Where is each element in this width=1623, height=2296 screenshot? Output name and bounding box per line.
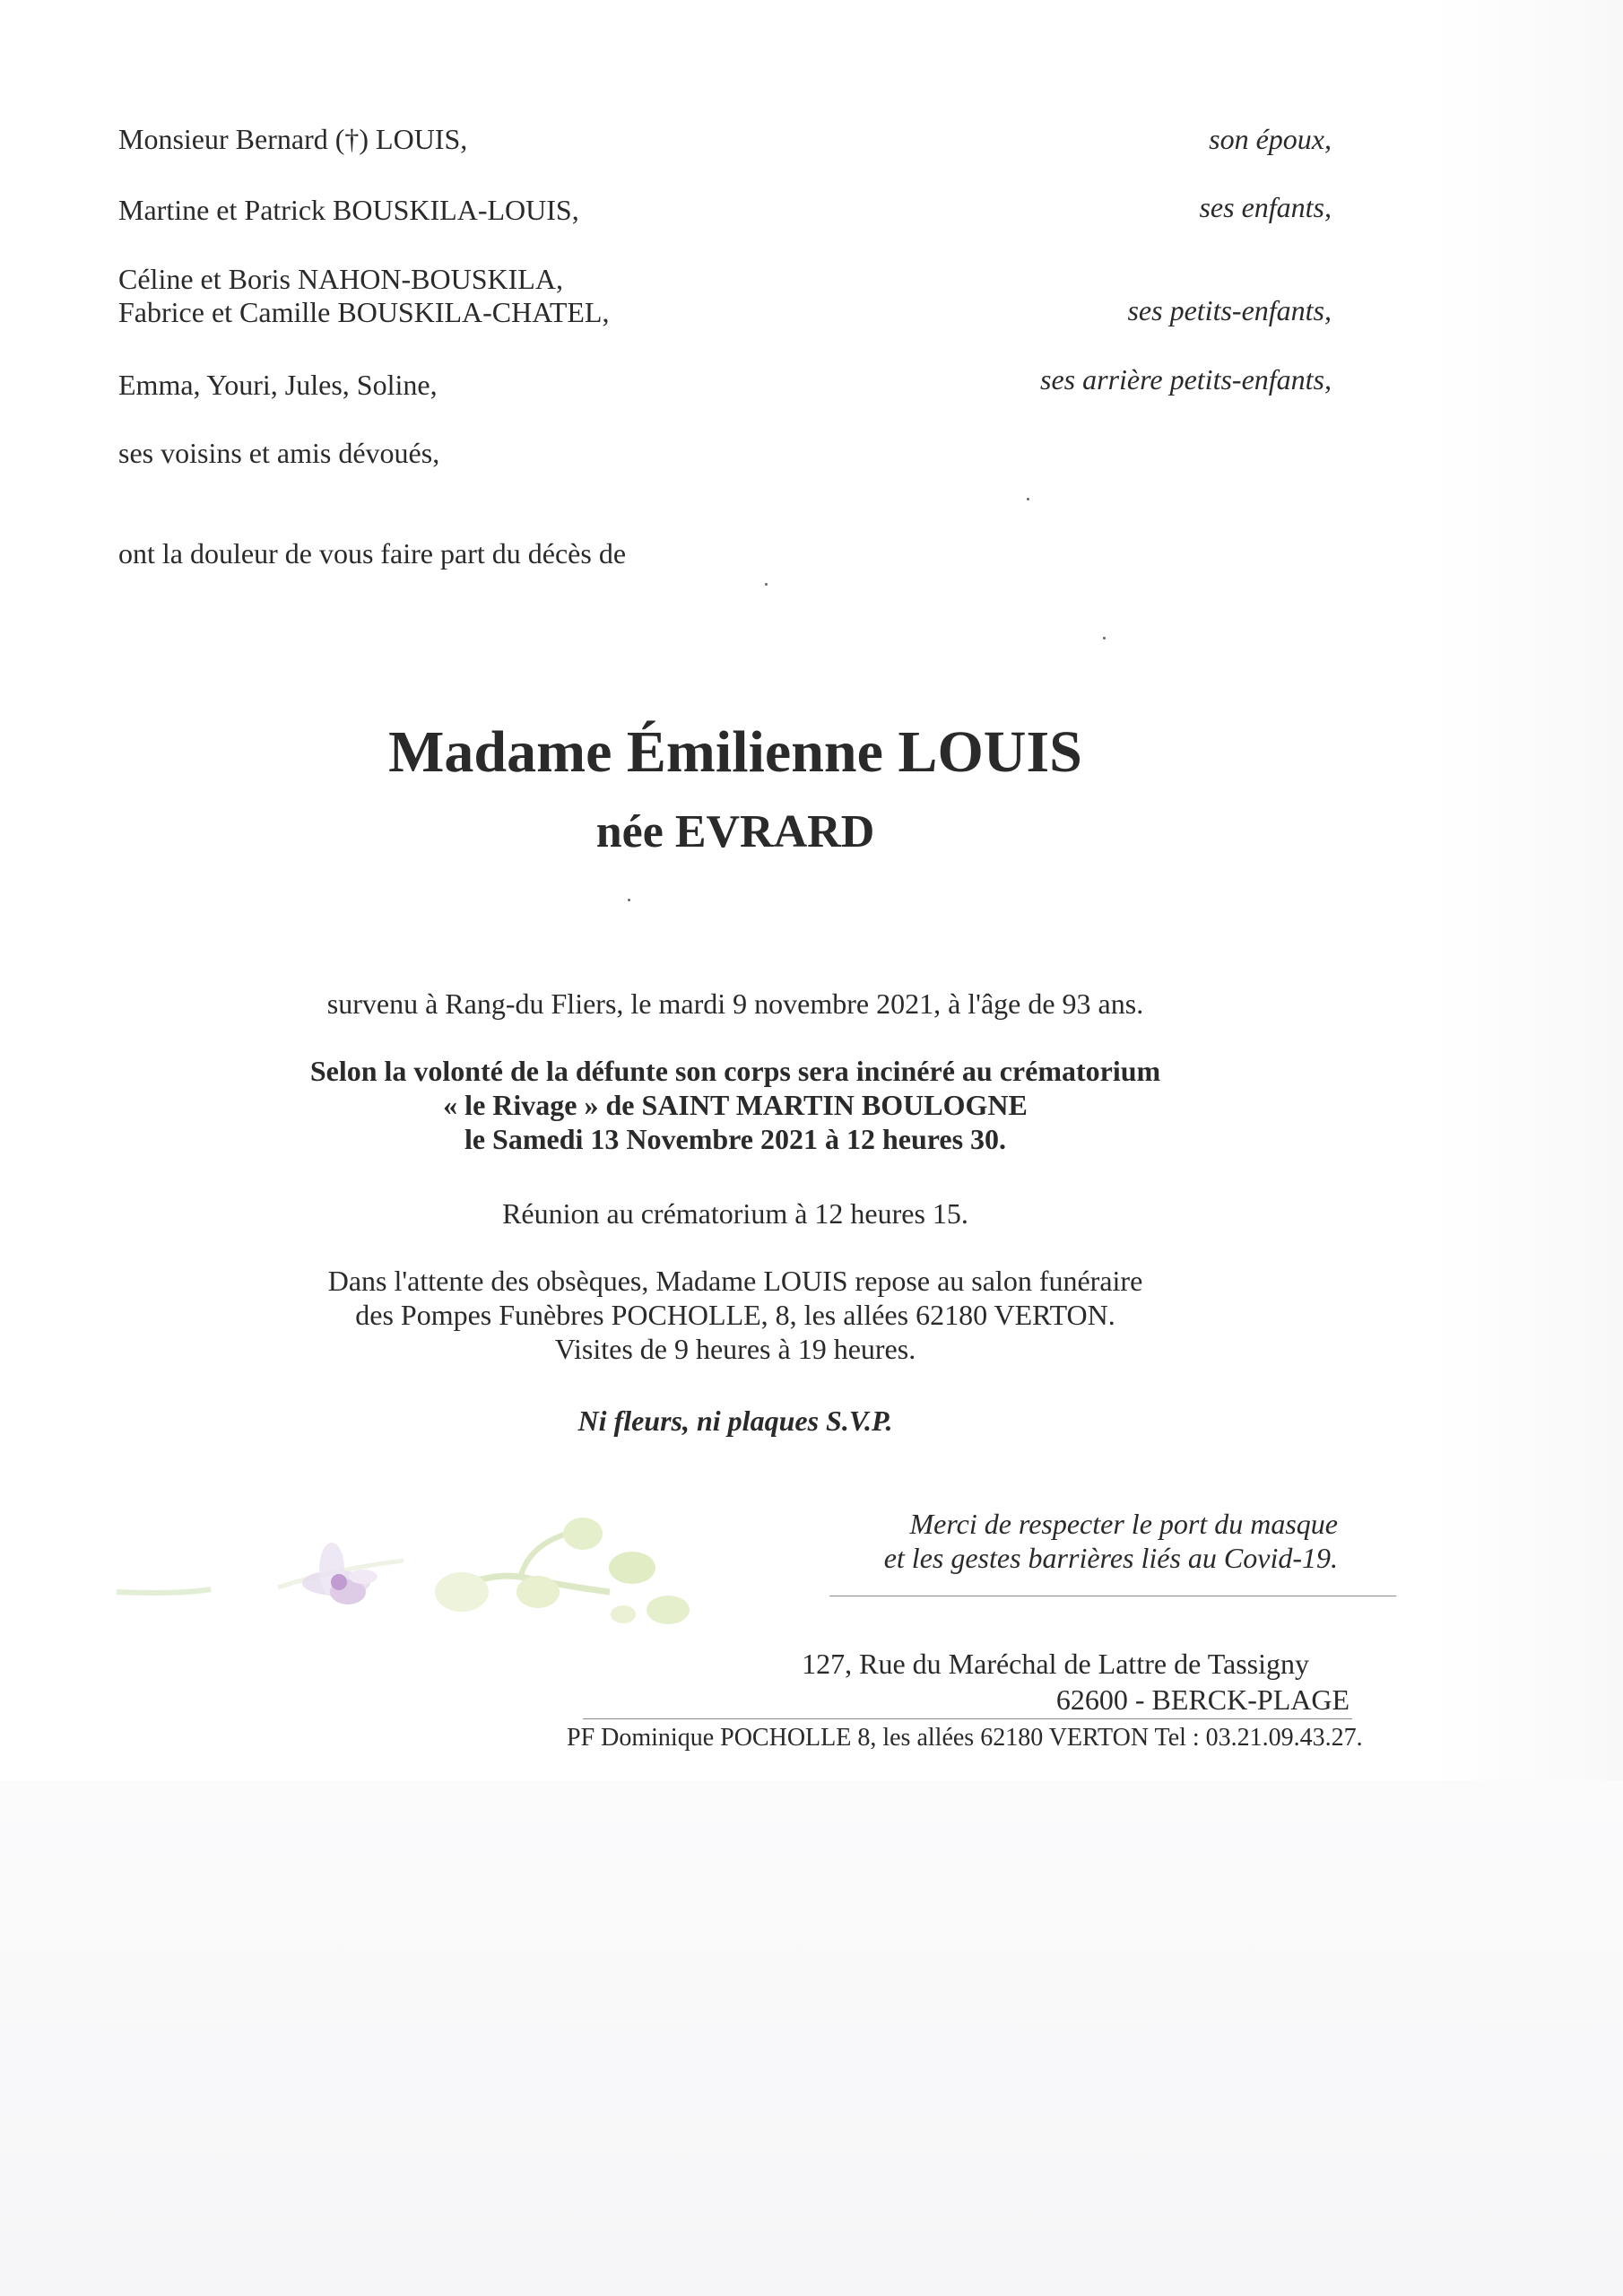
death-info: survenu à Rang-du Fliers, le mardi 9 novembre 2021, à l'âge de 93 ans.: [326, 987, 1144, 1020]
family-name-3b: Fabrice et Camille BOUSKILA-CHATEL,: [118, 296, 610, 328]
family-relation-4: ses arrière petits-enfants,: [1040, 363, 1332, 396]
family-name-2: Martine et Patrick BOUSKILA-LOUIS,: [118, 194, 579, 226]
scan-background: [0, 1780, 1623, 2296]
covid-line-1: Merci de respecter le port du masque: [909, 1508, 1338, 1540]
family-name-5: ses voisins et amis dévoués,: [118, 437, 440, 469]
rest-line-2: des Pompes Funèbres POCHOLLE, 8, les allées 62180 VERTON.: [355, 1299, 1115, 1331]
deceased-maiden-name: née EVRARD: [595, 806, 875, 857]
orchid-illustration: [108, 1507, 717, 1650]
scan-speck: [765, 583, 768, 586]
no-flowers-note: Ni fleurs, ni plaques S.V.P.: [577, 1405, 893, 1437]
address-divider: [583, 1718, 1352, 1719]
family-relation-1: son époux,: [1209, 123, 1332, 155]
deceased-name: Madame Émilienne LOUIS: [388, 719, 1082, 785]
covid-line-2: et les gestes barrières liés au Covid-19.: [883, 1542, 1338, 1574]
scan-speck: [1027, 498, 1029, 500]
announcement: ont la douleur de vous faire part du décès de: [118, 537, 627, 570]
family-name-1: Monsieur Bernard (†) LOUIS,: [118, 123, 468, 155]
family-relation-3: ses petits-enfants,: [1127, 294, 1332, 326]
rest-line-3: Visites de 9 heures à 19 heures.: [554, 1333, 916, 1365]
meeting-info: Réunion au crématorium à 12 heures 15.: [502, 1197, 968, 1230]
address-city: 62600 - BERCK-PLAGE: [1055, 1683, 1350, 1716]
family-name-3: Céline et Boris NAHON-BOUSKILA,: [118, 263, 563, 295]
scan-speck: [628, 899, 630, 901]
scan-margin: [1433, 0, 1623, 1780]
cremation-line-3: le Samedi 13 Novembre 2021 à 12 heures 30.: [464, 1123, 1007, 1155]
footer-funeral-home: PF Dominique POCHOLLE 8, les allées 62180 VERTON Tel : 03.21.09.43.27.: [567, 1724, 1363, 1752]
rest-line-1: Dans l'attente des obsèques, Madame LOUIS repose au salon funéraire: [327, 1265, 1143, 1297]
family-relation-2: ses enfants,: [1199, 191, 1332, 223]
cremation-line-1: Selon la volonté de la défunte son corps sera incinéré au crématorium: [309, 1055, 1161, 1087]
address-street: 127, Rue du Maréchal de Lattre de Tassigny: [802, 1648, 1309, 1680]
cremation-line-2: « le Rivage » de SAINT MARTIN BOULOGNE: [443, 1089, 1028, 1121]
family-name-4: Emma, Youri, Jules, Soline,: [118, 369, 438, 401]
scan-speck: [1103, 637, 1106, 639]
